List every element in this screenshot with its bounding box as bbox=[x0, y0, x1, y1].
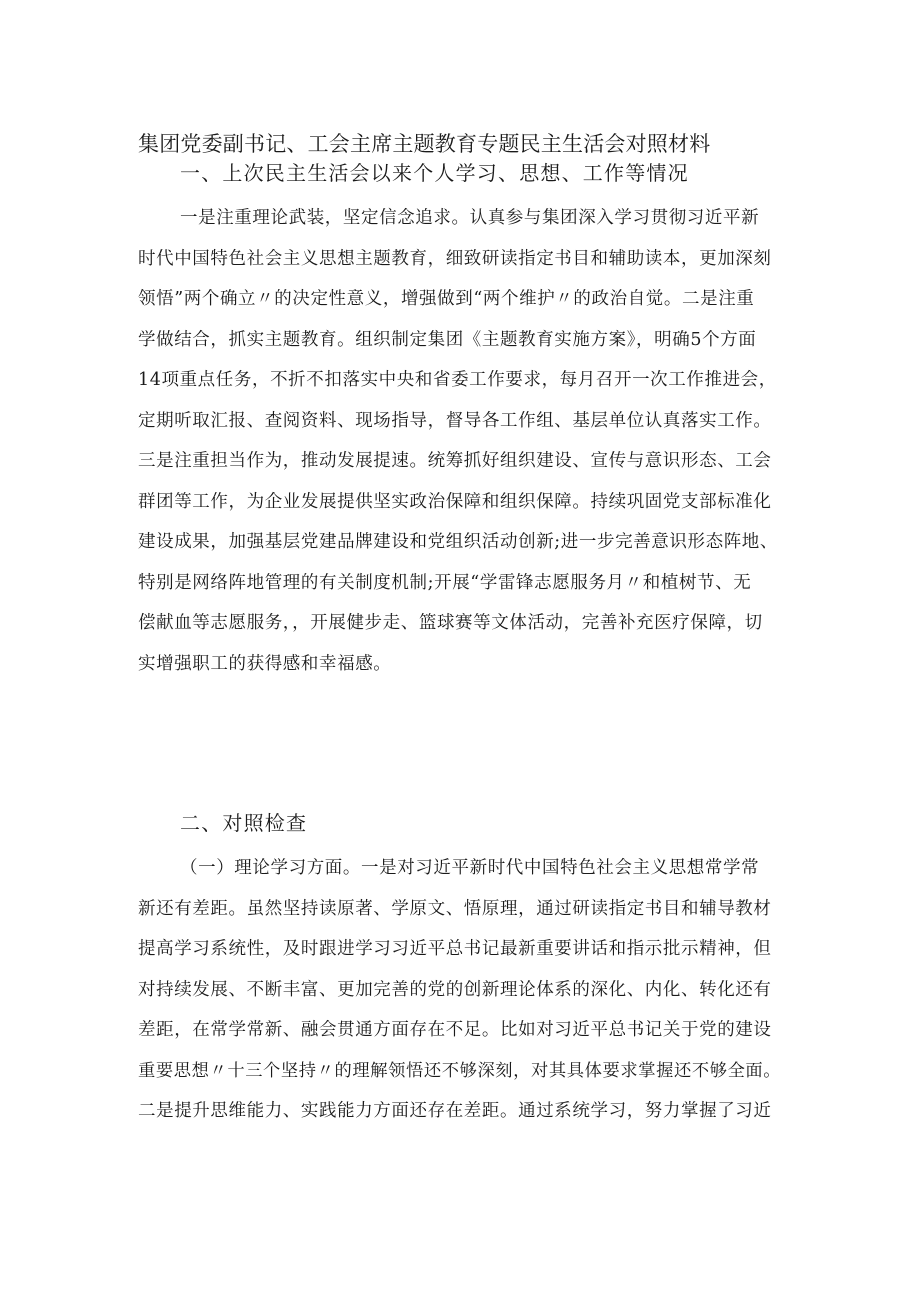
section-1-paragraph bbox=[138, 198, 788, 684]
paragraph-line: 二是提升思维能力、实践能力方面还存在差距。通过系统学习，努力掌握了习近 bbox=[138, 1101, 772, 1121]
paragraph-line: 对持续发展、不断丰富、更加完善的党的创新理论体系的深化、内化、转化还有 bbox=[138, 979, 772, 1000]
paragraph-line: 提高学习系统性，及时跟进学习习近平总书记最新重要讲话和指示批示精神，但 bbox=[138, 939, 772, 959]
paragraph-line: 领悟”两个确立〃的决定性意义，增强做到“两个维护〃的政治自觉。二是注重 bbox=[138, 289, 755, 309]
paragraph-line: 差距，在常学常新、融会贯通方面存在不足。比如对习近平总书记关于党的建设 bbox=[138, 1020, 772, 1040]
paragraph-line: 学做结合，抓实主题教育。组织制定集团《主题教育实施方案》，明确5个方面 bbox=[138, 329, 757, 350]
paragraph-line: 重要思想〃十三个坚持〃的理解领悟还不够深刻，对其具体要求掌握还不够全面。 bbox=[138, 1060, 782, 1081]
paragraph-line: 偿献血等志愿服务，，开展健步走、篮球赛等文体活动，完善补充医疗保障，切 bbox=[138, 613, 763, 633]
paragraph-line: 14项重点任务，不折不扣落实中央和省委工作要求，每月召开一次工作推进会， bbox=[138, 370, 777, 390]
paragraph-line: （一）理论学习方面。一是对习近平新时代中国特色社会主义思想常学常 bbox=[180, 858, 760, 878]
section-heading-2: 二、对照检查 bbox=[180, 811, 308, 835]
section-2-paragraph bbox=[138, 848, 788, 1132]
paragraph-line: 群团等工作，为企业发展提供坚实政治保障和组织保障。持续巩固党支部标准化 bbox=[138, 491, 772, 512]
paragraph-line: 三是注重担当作为，推动发展提速。统筹抓好组织建设、宣传与意识形态、工会 bbox=[138, 451, 772, 471]
paragraph-line: 一是注重理论武装，坚定信念追求。认真参与集团深入学习贯彻习近平新 bbox=[180, 208, 760, 228]
paragraph-line: 特别是网络阵地管理的有关制度机制;开展“学雷锋志愿服务月〃和植树节、无 bbox=[138, 572, 752, 593]
paragraph-line: 时代中国特色社会主义思想主题教育，细致研读指定书目和辅助读本，更加深刻 bbox=[138, 248, 772, 269]
paragraph-line: 定期听取汇报、查阅资料、现场指导，督导各工作组、基层单位认真落实工作。 bbox=[138, 410, 772, 431]
paragraph-line: 实增强职工的获得感和幸福感。 bbox=[138, 653, 392, 674]
paragraph-line: 建设成果，加强基层党建品牌建设和党组织活动创新;进一步完善意识形态阵地、 bbox=[138, 532, 778, 552]
section-heading-1: 一、上次民主生活会以来个人学习、思想、工作等情况 bbox=[180, 161, 689, 185]
document-title: 集团党委副书记、工会主席主题教育专题民主生活会对照材料 bbox=[138, 132, 711, 156]
paragraph-line: 新还有差距。虽然坚持读原著、学原文、悟原理，通过研读指定书目和辅导教材 bbox=[138, 898, 772, 919]
